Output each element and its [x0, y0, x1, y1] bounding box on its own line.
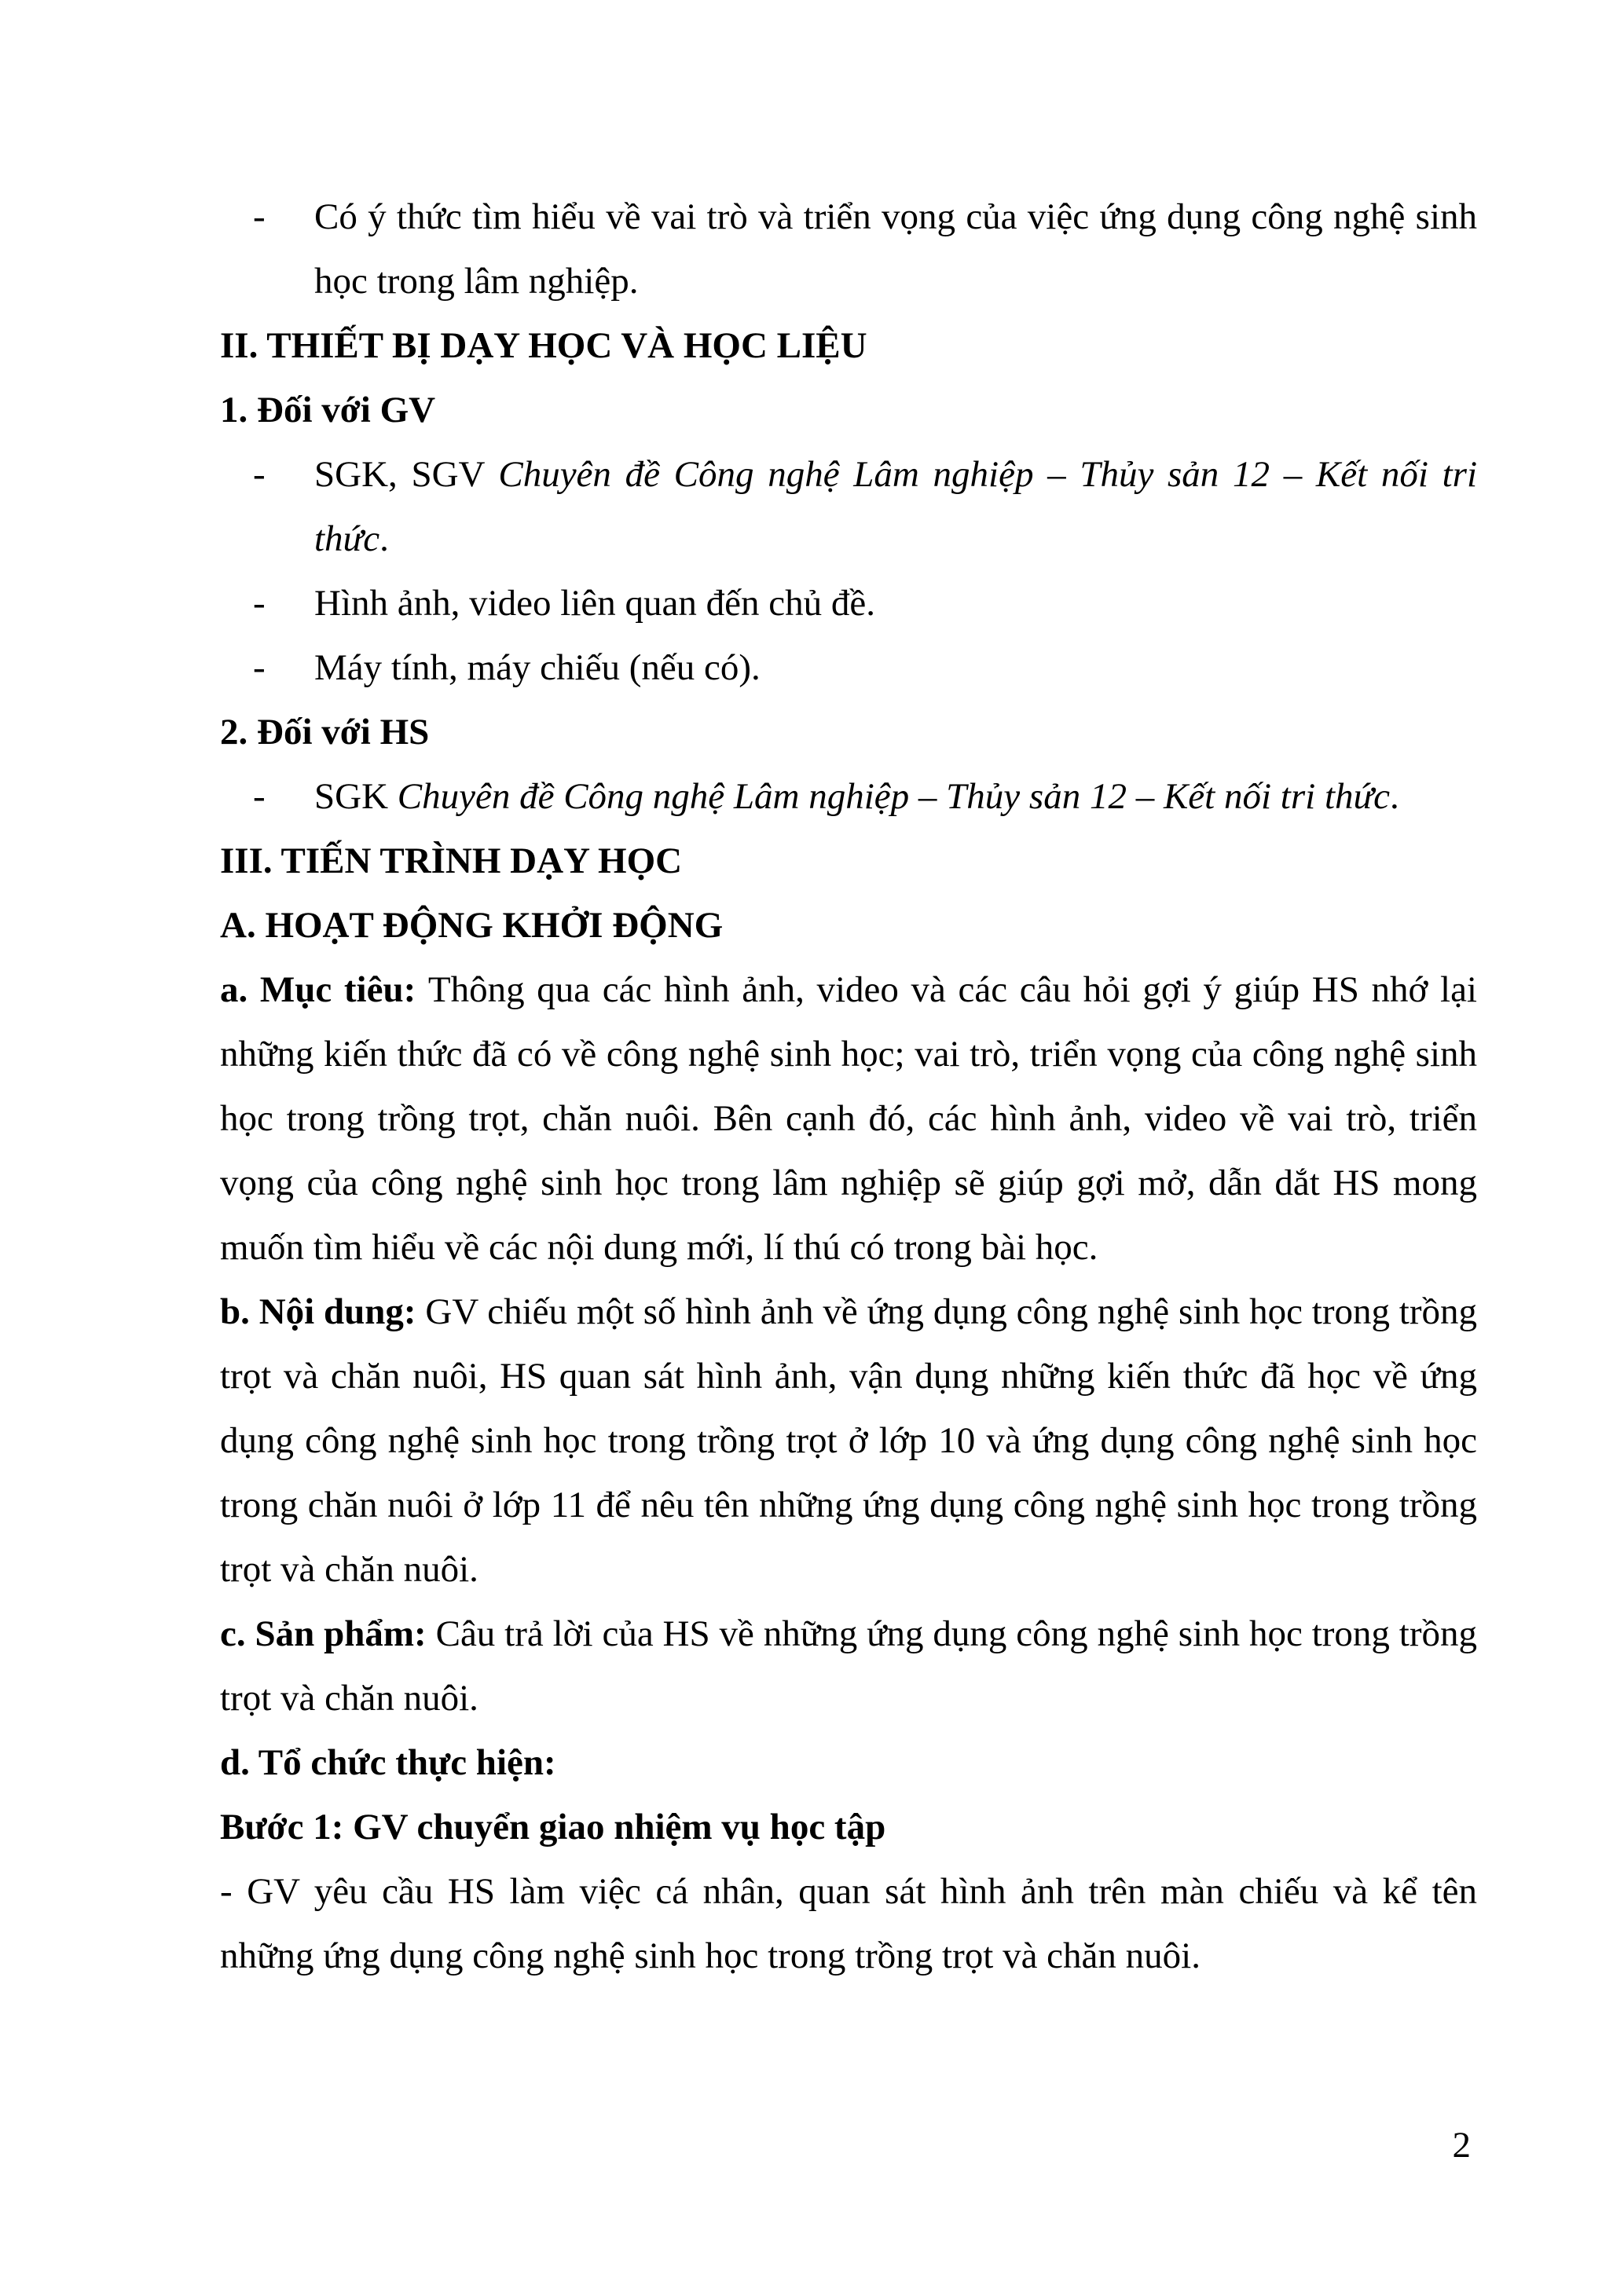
text-run: a. Mục tiêu: — [220, 969, 428, 1010]
text-run: d. Tổ chức thực hiện: — [220, 1742, 556, 1783]
text-run: Chuyên đề Công nghệ Lâm nghiệp – Thủy sản 12 – Kết nối tri thức — [397, 776, 1390, 817]
page-number: 2 — [1452, 2125, 1471, 2166]
text-run: GV chiếu một số hình ảnh về ứng dụng công nghệ sinh học trong trồng trọt và chăn nuôi, HS quan sát hình ảnh, vận dụng những kiến thức đã học về ứng dụng công nghệ sinh học trong trồng trọt ở lớp 10 và ứng dụng công nghệ sinh học trong chăn nuôi ở lớp 11 để nêu tên những ứng dụng công nghệ sinh học trong trồng trọt và chăn nuôi. — [220, 1291, 1478, 1590]
text-run: A. HOẠT ĐỘNG KHỞI ĐỘNG — [220, 905, 724, 946]
document-body — [220, 185, 1477, 1988]
text-run: . — [379, 518, 389, 559]
text-run: - GV yêu cầu HS làm việc cá nhân, quan sát hình ảnh trên màn chiếu và kể tên những ứng dụng công nghệ sinh học trong trồng trọt và chăn nuôi. — [220, 1871, 1477, 1976]
list-marker: - — [253, 454, 266, 495]
list-item-sgk-sgv — [253, 442, 1477, 571]
text-run: 1. Đối với GV — [220, 390, 436, 430]
text-run: SGK — [314, 776, 398, 817]
text-run: c. Sản phẩm: — [220, 1613, 436, 1654]
text-run: Máy tính, máy chiếu (nếu có). — [314, 647, 761, 688]
list-item-y-thuc — [253, 185, 1477, 313]
list-marker: - — [253, 647, 266, 688]
heading-buoc-1 — [220, 1795, 1477, 1859]
text-run: 2. Đối với HS — [220, 712, 430, 753]
text-run: Câu trả lời của HS về những ứng dụng công nghệ sinh học trong trồng trọt và chăn nuôi. — [220, 1613, 1477, 1719]
list-marker: - — [253, 776, 266, 817]
text-run: SGK, SGV — [314, 454, 499, 495]
paragraph-san-pham — [220, 1602, 1477, 1730]
text-run: Thông qua các hình ảnh, video và các câu hỏi gợi ý giúp HS nhớ lại những kiến thức đã có về công nghệ sinh học; vai trò, triển vọng của công nghệ sinh học trong trồng trọt, chăn nuôi. Bên cạnh đó, các hình ảnh, video về vai trò, triển vọng của công nghệ sinh học trong lâm nghiệp sẽ giúp gợi mở, dẫn dắt HS mong muốn tìm hiểu về các nội dung mới, lí thú có trong bài học. — [220, 969, 1477, 1268]
text-run: . — [1390, 776, 1399, 817]
list-item-may-tinh — [253, 635, 1477, 700]
text-run: Có ý thức tìm hiểu về vai trò và triển vọng của việc ứng dụng công nghệ sinh học trong lâm nghiệp. — [314, 196, 1477, 302]
text-run: Chuyên đề Công nghệ Lâm nghiệp – Thủy sản 12 – Kết nối tri thức — [314, 454, 1477, 559]
paragraph-muc-tieu — [220, 958, 1477, 1280]
paragraph-gv-yeu-cau — [220, 1859, 1477, 1988]
text-run: b. Nội dung: — [220, 1291, 426, 1332]
text-run: Bước 1: GV chuyển giao nhiệm vụ học tập — [220, 1807, 886, 1847]
text-run: Hình ảnh, video liên quan đến chủ đề. — [314, 583, 875, 624]
text-run: II. THIẾT BỊ DẠY HỌC VÀ HỌC LIỆU — [220, 325, 867, 366]
heading-2-doi-voi-hs — [220, 700, 1477, 764]
list-marker: - — [253, 583, 266, 624]
text-run: III. TIẾN TRÌNH DẠY HỌC — [220, 840, 683, 881]
heading-to-chuc-thuc-hien — [220, 1730, 1477, 1795]
list-item-sgk — [253, 764, 1477, 829]
heading-ii-thiet-bi — [220, 313, 1477, 378]
heading-iii-tien-trinh — [220, 829, 1477, 893]
paragraph-noi-dung — [220, 1280, 1477, 1602]
list-marker: - — [253, 196, 266, 237]
list-item-hinh-anh — [253, 571, 1477, 635]
heading-a-hoat-dong-khoi-dong — [220, 893, 1477, 958]
heading-1-doi-voi-gv — [220, 378, 1477, 442]
